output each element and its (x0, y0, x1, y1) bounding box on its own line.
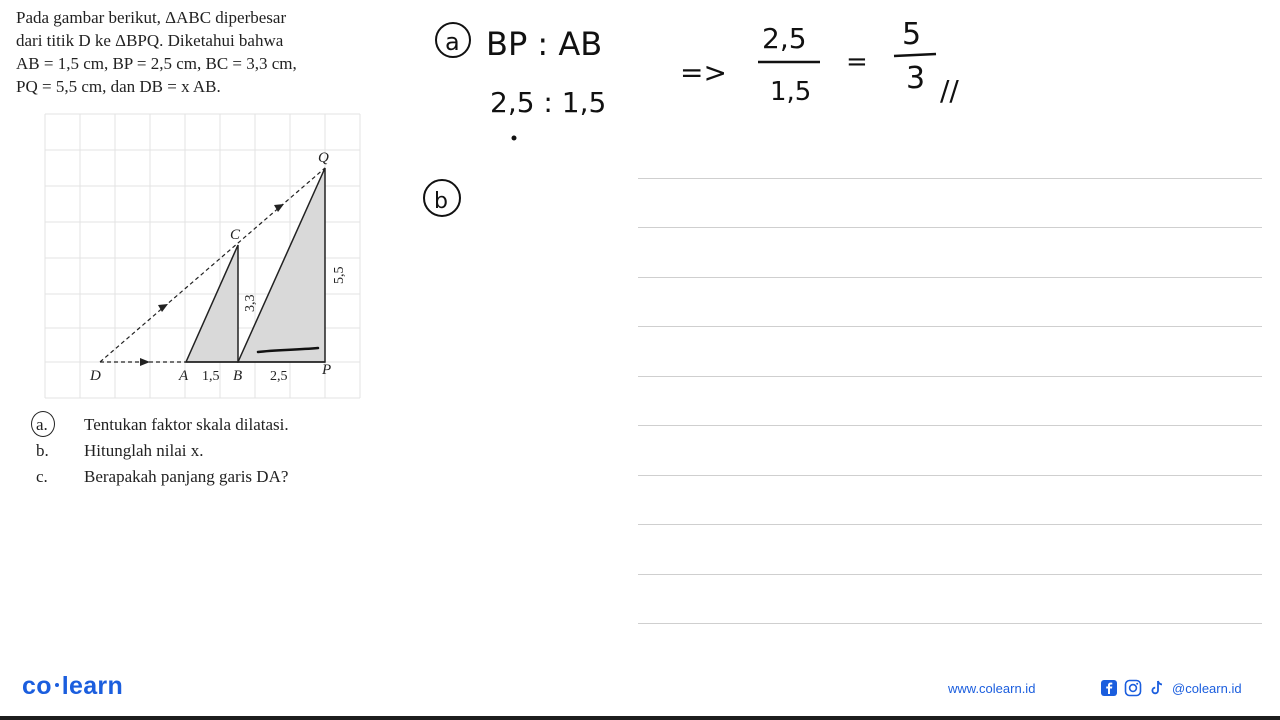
bottom-border (0, 716, 1280, 720)
dilation-figure (40, 112, 370, 402)
ruled-line (638, 475, 1262, 476)
fraction-numerator: 2,5 (762, 22, 807, 55)
ruled-line (638, 524, 1262, 525)
ruled-line (638, 623, 1262, 624)
ruled-line (638, 376, 1262, 377)
label-ab-length: 1,5 (202, 369, 220, 384)
result-denominator: 3 (906, 61, 926, 96)
question-b-label: b. (36, 441, 49, 460)
result-numerator: 5 (902, 17, 922, 52)
brand-co: co (22, 672, 52, 700)
label-pq-length: 5,5 (332, 266, 347, 284)
question-b (30, 438, 289, 464)
question-a-label: a. (30, 415, 84, 435)
ruled-line (638, 425, 1262, 426)
ruled-line (638, 277, 1262, 278)
brand-learn: learn (61, 672, 124, 700)
result-mark: // (940, 74, 959, 107)
question-c-label: c. (36, 467, 48, 486)
question-b-text: Hitunglah nilai x. (84, 441, 204, 460)
label-b: B (233, 368, 243, 384)
social-links (1100, 679, 1242, 697)
label-a: A (179, 368, 189, 384)
problem-line-1: Pada gambar berikut, ΔABC diperbesar (16, 8, 287, 27)
part-b-marker: b (434, 189, 448, 214)
website-link[interactable]: www.colearn.id (948, 681, 1036, 696)
implies-arrow: => (680, 56, 727, 89)
social-handle[interactable]: @colearn.id (1172, 680, 1242, 696)
ruled-line (638, 574, 1262, 575)
instagram-icon[interactable] (1124, 679, 1142, 697)
part-a-marker: a (445, 28, 460, 56)
label-d: D (90, 368, 101, 384)
label-bc-length: 3,3 (243, 294, 258, 312)
label-bp-length: 2,5 (270, 369, 288, 384)
question-a (30, 412, 289, 438)
ratio-line-1: BP : AB (486, 25, 603, 63)
result-fraction-bar (894, 54, 936, 56)
dot-mark (512, 136, 517, 141)
facebook-icon[interactable] (1100, 679, 1118, 697)
base-arrow (140, 358, 150, 366)
triangle-abc (186, 245, 238, 362)
ratio-line-2: 2,5 : 1,5 (490, 86, 607, 119)
fraction-denominator: 1,5 (770, 77, 812, 107)
label-q: Q (318, 150, 329, 166)
handwritten-solution (400, 0, 1000, 240)
problem-line-2: dari titik D ke ΔBPQ. Diketahui bahwa (16, 31, 284, 50)
label-c: C (230, 227, 241, 243)
tiktok-icon[interactable] (1148, 679, 1166, 697)
question-a-text: Tentukan faktor skala dilatasi. (84, 415, 289, 434)
label-p: P (322, 362, 332, 378)
question-list (30, 412, 289, 490)
question-c-text: Berapakah panjang garis DA? (84, 467, 289, 486)
brand-dot (55, 683, 59, 687)
problem-line-4: PQ = 5,5 cm, dan DB = x AB. (16, 77, 221, 96)
colearn-logo (22, 672, 123, 701)
ruled-line (638, 326, 1262, 327)
triangle-bpq (238, 168, 325, 362)
problem-line-3: AB = 1,5 cm, BP = 2,5 cm, BC = 3,3 cm, (16, 54, 297, 73)
question-c (30, 464, 289, 490)
problem-statement (16, 6, 390, 98)
equals-sign: = (846, 47, 868, 77)
